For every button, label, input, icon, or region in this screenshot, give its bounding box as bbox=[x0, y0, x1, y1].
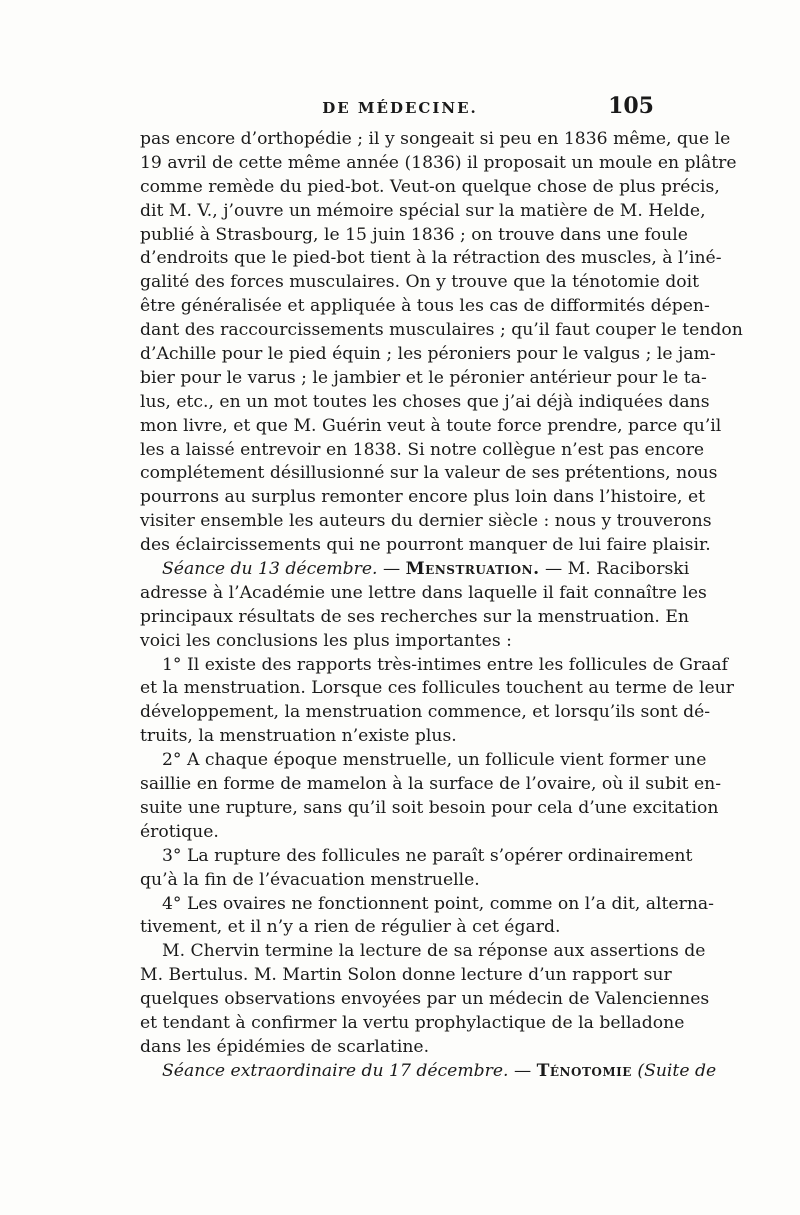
text-line: 4° Les ovaires ne fonctionnent point, comme on l’a dit, alterna- bbox=[162, 893, 714, 914]
text-line: d’Achille pour le pied équin ; les péroniers pour le valgus ; le jam- bbox=[140, 344, 716, 365]
seance-17-date: Séance extraordinaire du 17 décembre. bbox=[162, 1060, 509, 1081]
text-line: qu’à la fin de l’évacuation menstruelle. bbox=[140, 869, 480, 890]
page-number: 105 bbox=[608, 93, 654, 119]
text-line: principaux résultats de ses recherches sur la menstruation. En bbox=[140, 606, 689, 627]
text-line: complétement désillusionné sur la valeur de ses prétentions, nous bbox=[140, 463, 718, 484]
text-line: les a laissé entrevoir en 1838. Si notre collègue n’est pas encore bbox=[140, 439, 705, 460]
seance-13-topic: Menstruation. bbox=[405, 559, 540, 580]
text-line: et la menstruation. Lorsque ces follicules touchent au terme de leur bbox=[140, 678, 734, 699]
seance-17-rest: (Suite de bbox=[637, 1060, 717, 1081]
seance-17-topic: Ténotomie bbox=[536, 1060, 632, 1081]
seance-17-dash: — bbox=[508, 1060, 537, 1081]
running-title: DE MÉDECINE. bbox=[322, 99, 478, 117]
text-line: être généralisée et appliquée à tous les cas de difformités dépen- bbox=[140, 296, 710, 317]
text-line: érotique. bbox=[140, 821, 219, 842]
seance-17-heading bbox=[140, 1060, 717, 1084]
text-line: dant des raccourcissements musculaires ; qu’il faut couper le tendon bbox=[140, 320, 743, 341]
text-line: tivement, et il n’y a rien de régulier à cet égard. bbox=[140, 917, 561, 938]
text-line: M. Chervin termine la lecture de sa réponse aux assertions de bbox=[162, 941, 706, 962]
text-line: quelques observations envoyées par un médecin de Valenciennes bbox=[140, 989, 710, 1010]
text-line: d’endroits que le pied-bot tient à la rétraction des muscles, à l’iné- bbox=[140, 248, 722, 269]
text-line: des éclaircissements qui ne pourront manquer de lui faire plaisir. bbox=[140, 535, 711, 556]
text-line: publié à Strasbourg, le 15 juin 1836 ; on trouve dans une foule bbox=[140, 224, 688, 245]
text-line: suite une rupture, sans qu’il soit besoin pour cela d’une excitation bbox=[140, 797, 719, 818]
text-line: dans les épidémies de scarlatine. bbox=[140, 1036, 430, 1057]
text-line: voici les conclusions les plus importantes : bbox=[140, 630, 512, 651]
seance-13-date: Séance du 13 décembre. bbox=[162, 559, 378, 580]
text-line: saillie en forme de mamelon à la surface de l’ovaire, où il subit en- bbox=[140, 774, 722, 795]
text-line: pas encore d’orthopédie ; il y songeait si peu en 1836 même, que le bbox=[140, 129, 731, 149]
text-line: truits, la menstruation n’existe plus. bbox=[140, 726, 457, 747]
seance-13-rest: — M. Raciborski bbox=[539, 559, 690, 580]
text-line: bier pour le varus ; le jambier et le péronier antérieur pour le ta- bbox=[140, 367, 707, 388]
text-line: visiter ensemble les auteurs du dernier siècle : nous y trouverons bbox=[140, 511, 712, 532]
seance-13-heading bbox=[140, 558, 690, 582]
body-text bbox=[140, 128, 743, 1084]
text-line: comme remède du pied-bot. Veut-on quelque chose de plus précis, bbox=[140, 176, 720, 197]
seance-13-dash: — bbox=[377, 559, 406, 580]
text-line: développement, la menstruation commence, et lorsqu’ils sont dé- bbox=[140, 702, 711, 723]
text-line: lus, etc., en un mot toutes les choses que j’ai déjà indiquées dans bbox=[140, 391, 710, 412]
text-line: mon livre, et que M. Guérin veut à toute force prendre, parce qu’il bbox=[140, 415, 722, 436]
text-line: M. Bertulus. M. Martin Solon donne lecture d’un rapport sur bbox=[140, 965, 672, 986]
page-header bbox=[140, 93, 660, 123]
text-line: dit M. V., j’ouvre un mémoire spécial sur la matière de M. Helde, bbox=[140, 200, 706, 221]
text-line: 2° A chaque époque menstruelle, un follicule vient former une bbox=[162, 750, 707, 771]
text-line: adresse à l’Académie une lettre dans laquelle il fait connaître les bbox=[140, 582, 707, 603]
text-line: galité des forces musculaires. On y trouve que la ténotomie doit bbox=[140, 272, 700, 293]
text-line: 3° La rupture des follicules ne paraît s’opérer ordinairement bbox=[162, 845, 693, 866]
text-line: et tendant à confirmer la vertu prophylactique de la belladone bbox=[140, 1012, 685, 1033]
text-line: pourrons au surplus remonter encore plus loin dans l’histoire, et bbox=[140, 487, 706, 508]
text-line: 19 avril de cette même année (1836) il proposait un moule en plâtre bbox=[140, 152, 737, 173]
text-line: 1° Il existe des rapports très-intimes entre les follicules de Graaf bbox=[162, 654, 729, 675]
